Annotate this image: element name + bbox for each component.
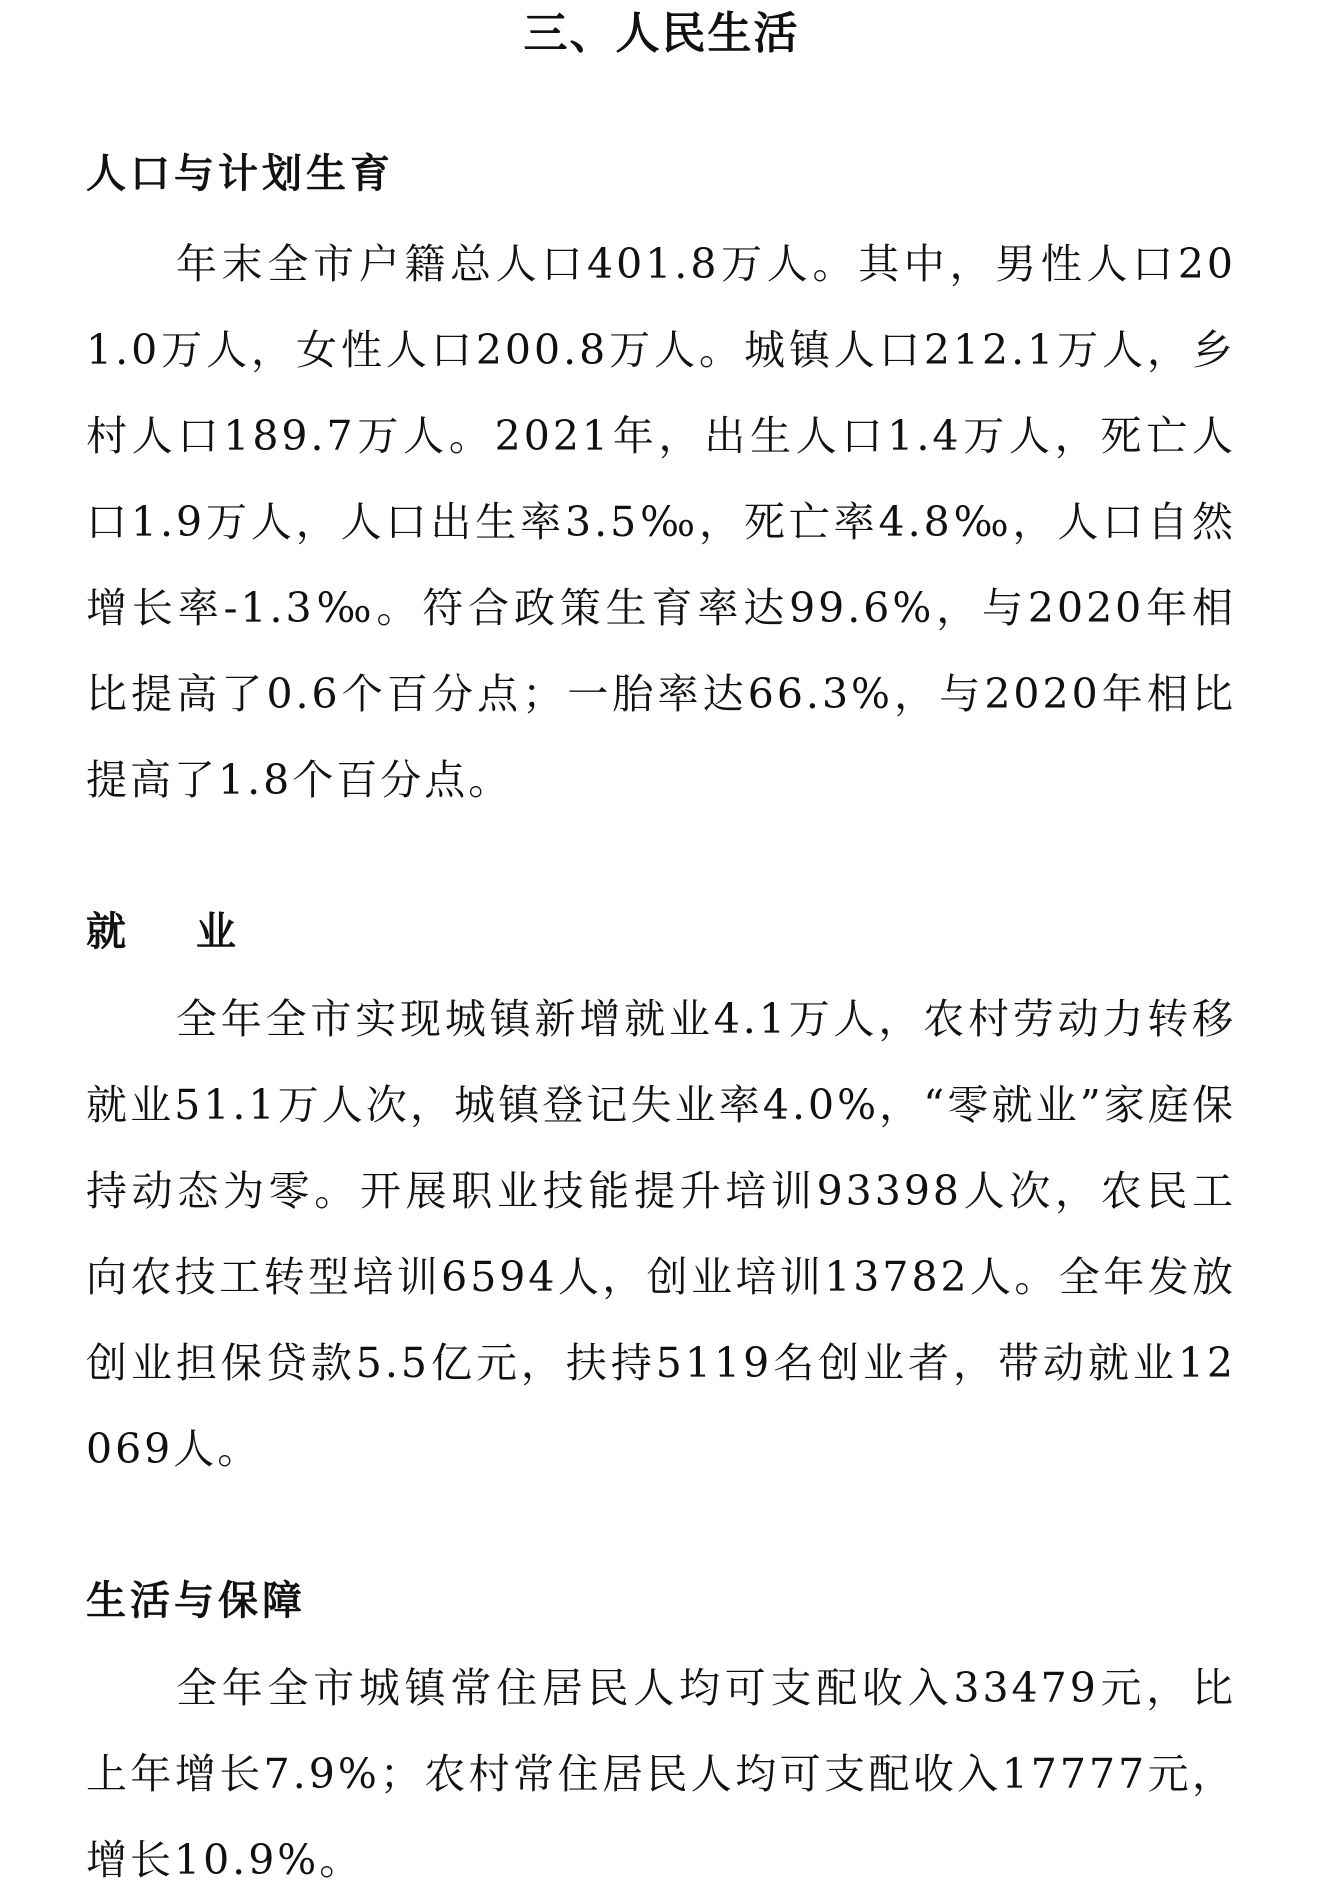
page-title: 三、人民生活 [523,8,800,59]
section-heading-employment: 就 业 [86,909,264,955]
section-heading-livelihood: 生活与保障 [86,1578,306,1624]
section-paragraph-population: 年末全市户籍总人口401.8万人。其中，男性人口201.0万人，女性人口200.8万人。城镇人口212.1万人，乡村人口189.7万人。2021年，出生人口1.4万人，死亡人口1.9万人，人口出生率3.5‰，死亡率4.8‰，人口自然增长率-1.3‰。符合政策生育率达99.6%，与2020年相比提高了0.6个百分点；一胎率达66.3%，与2020年相比提高了1.8个百分点。 [86,240,1236,804]
section-paragraph-employment: 全年全市实现城镇新增就业4.1万人，农村劳动力转移就业51.1万人次，城镇登记失业率4.0%，“零就业”家庭保持动态为零。开展职业技能提升培训93398人次，农民工向农技工转型培训6594人，创业培训13782人。全年发放创业担保贷款5.5亿元，扶持5119名创业者，带动就业12069人。 [86,995,1236,1473]
section-heading-population: 人口与计划生育 [86,151,394,197]
section-paragraph-livelihood: 全年全市城镇常住居民人均可支配收入33479元，比上年增长7.9%；农村常住居民人均可支配收入17777元，增长10.9%。 [86,1664,1236,1884]
